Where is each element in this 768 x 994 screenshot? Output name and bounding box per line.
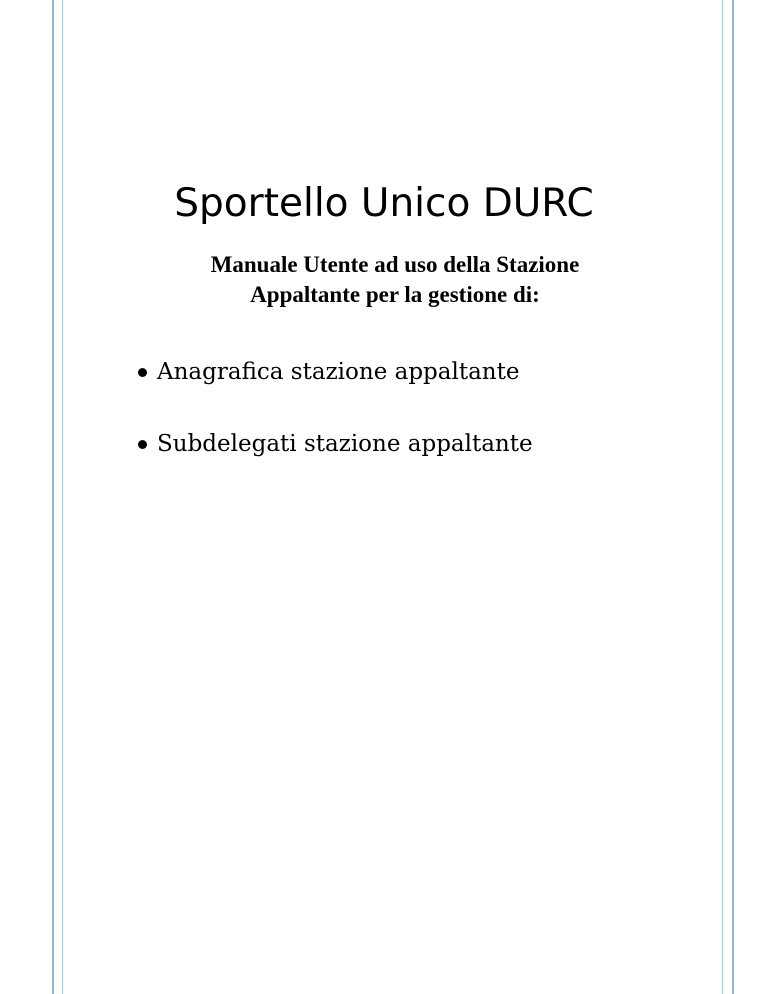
topic-list bbox=[138, 350, 533, 494]
bullet-icon bbox=[138, 440, 147, 449]
list-item-label: Subdelegati stazione appaltante bbox=[157, 431, 533, 457]
document-subtitle bbox=[0, 250, 768, 310]
bullet-icon bbox=[138, 368, 147, 377]
page-border-left-outer bbox=[52, 0, 54, 994]
list-item-label: Anagrafica stazione appaltante bbox=[157, 359, 520, 385]
page-border-right-inner bbox=[722, 0, 723, 994]
document-title: Sportello Unico DURC bbox=[174, 181, 594, 227]
list-item bbox=[138, 422, 533, 466]
subtitle-line: Appaltante per la gestione di: bbox=[250, 282, 540, 307]
page-border-left-inner bbox=[62, 0, 63, 994]
page-border-right-outer bbox=[732, 0, 734, 994]
list-item bbox=[138, 350, 533, 394]
subtitle-line: Manuale Utente ad uso della Stazione bbox=[210, 252, 580, 277]
